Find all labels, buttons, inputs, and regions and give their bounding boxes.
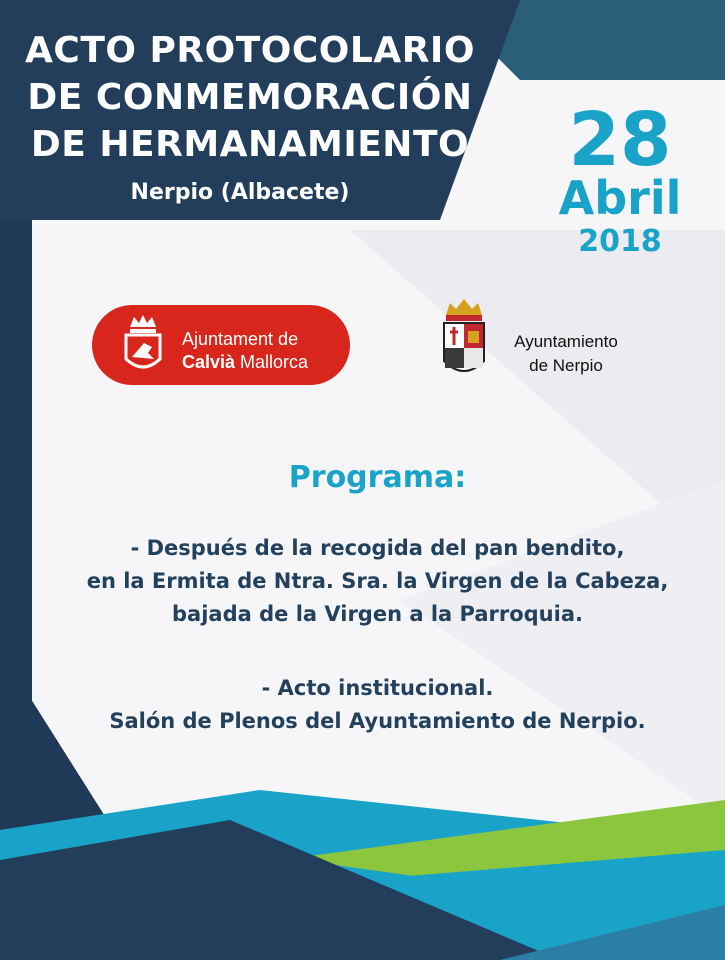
programa-line-2: en la Ermita de Ntra. Sra. la Virgen de la Cabeza,: [86, 569, 669, 593]
programa-line-1: - Después de la recogida del pan bendito,: [130, 536, 625, 560]
main-title-line-1: ACTO PROTOCOLARIO: [25, 30, 475, 71]
main-title-line-3: DE HERMANAMIENTO: [30, 124, 470, 165]
calvia-name-line-2: [182, 352, 308, 373]
date-day: 28: [568, 97, 672, 183]
calvia-crest-icon: [122, 313, 164, 377]
programa-line-5: Salón de Plenos del Ayuntamiento de Nerpio.: [109, 709, 646, 733]
nerpio-crest-icon: [440, 297, 488, 383]
main-title-line-2: DE CONMEMORACIÓN: [27, 77, 473, 118]
nerpio-name-line-1: Ayuntamiento: [514, 332, 618, 351]
programa-heading: Programa:: [288, 460, 467, 495]
nerpio-name-line-2: de Nerpio: [529, 356, 603, 375]
programa-line-4: - Acto institucional.: [261, 676, 494, 700]
calvia-logo: [92, 305, 350, 385]
calvia-name-bold: Calvià: [182, 352, 236, 372]
calvia-name-rest: Mallorca: [235, 352, 309, 372]
calvia-name-line-1: Ajuntament de: [182, 329, 299, 349]
date-year: 2018: [578, 224, 662, 259]
date-month: Abril: [558, 171, 682, 225]
location-subtitle: Nerpio (Albacete): [130, 180, 350, 205]
programa-line-3: bajada de la Virgen a la Parroquia.: [172, 602, 583, 626]
